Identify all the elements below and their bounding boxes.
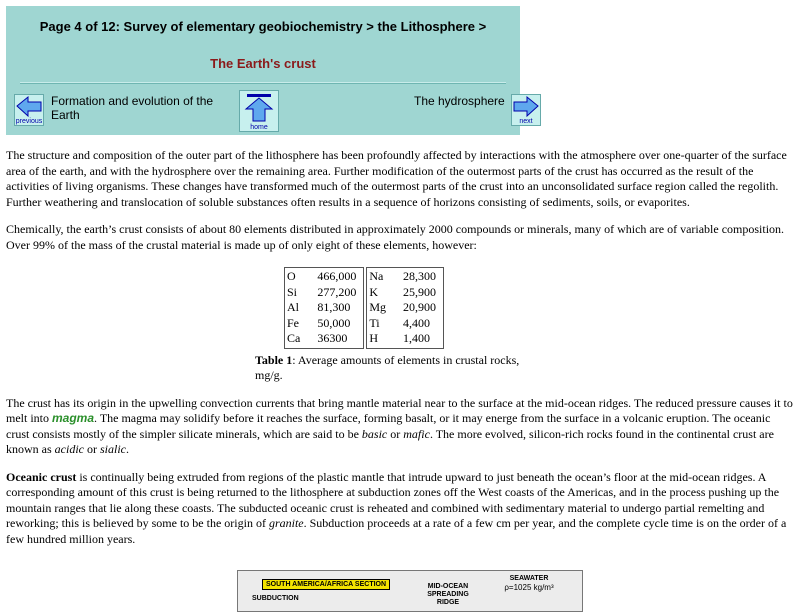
arrow-left-icon bbox=[15, 95, 43, 119]
table-row bbox=[286, 331, 362, 347]
table-group-right bbox=[366, 267, 444, 349]
oceanic-crust-term: Oceanic crust bbox=[6, 469, 77, 484]
previous-page-link[interactable]: Formation and evolution of the Earth bbox=[51, 94, 214, 122]
text-run: is continually being extruded from regions of the plastic mantle that intrude upward to just beneath the ocean’s floor at the mid-ocean ridges. A corresponding amount of this crust is being returned to the lithosphere at subduction zones off the West coasts of the Americas, and in the process pushing up the mountain ranges that lie along these coasts. The subducted oceanic crust is reheated and combined with sedimentary material to undergo partial remelting and reworking; this is believed by some to be the origin of bbox=[6, 469, 780, 530]
text-run: or bbox=[84, 442, 100, 456]
page-title: Page 4 of 12: Survey of elementary geobiochemistry > the Lithosphere > bbox=[39, 19, 487, 34]
diagram-subduction-label: SUBDUCTION bbox=[252, 595, 299, 602]
table-row bbox=[368, 285, 442, 301]
paragraph-chemistry: Chemically, the earth’s crust consists of about 80 elements distributed in approximately 2000 compounds or minerals, many of which are of variable composition. Over 99% of the mass of the crustal material is made up of only eight of these elements, however: bbox=[6, 222, 785, 252]
text-run: . Subduction proceeds at a rate of a few cm per year, and the complete cycle time is on the order of a few hundred million years. bbox=[6, 516, 787, 546]
next-label: next bbox=[519, 118, 533, 125]
element-symbol: O bbox=[287, 269, 296, 283]
element-abundance: 20,900 bbox=[403, 300, 437, 314]
home-arrow-icon bbox=[240, 91, 278, 123]
element-abundance: 4,400 bbox=[403, 315, 431, 330]
element-abundance: 466,000 bbox=[317, 269, 357, 283]
home-label: home bbox=[250, 124, 268, 131]
element-symbol: K bbox=[369, 284, 379, 299]
table-caption bbox=[255, 353, 535, 384]
granite-term: granite bbox=[268, 516, 304, 530]
element-abundance: 50,000 bbox=[317, 315, 351, 330]
crust-cross-section-diagram bbox=[237, 570, 583, 612]
article-body bbox=[6, 148, 794, 559]
caption-label: Table 1 bbox=[255, 352, 293, 367]
header-divider bbox=[20, 82, 506, 84]
table-row bbox=[286, 269, 362, 285]
element-symbol: H bbox=[369, 331, 379, 345]
sialic-term: sialic bbox=[100, 442, 126, 456]
element-symbol: Ti bbox=[369, 315, 380, 330]
table-row bbox=[368, 316, 442, 332]
element-abundance: 1,400 bbox=[403, 331, 431, 345]
table-group-left bbox=[284, 267, 364, 349]
table-row bbox=[368, 331, 442, 347]
element-symbol: Mg bbox=[369, 300, 387, 314]
element-abundance: 81,300 bbox=[317, 300, 351, 314]
element-symbol: Na bbox=[369, 269, 384, 283]
element-symbol: Si bbox=[287, 284, 298, 299]
text-run: The crust has its origin in the upwelling convection currents that bring mantle material near to the surface at the mid-ocean ridges. The reduced pressure causes it to melt into bbox=[6, 395, 793, 425]
element-abundance: 25,900 bbox=[403, 284, 437, 299]
previous-label: previous bbox=[15, 118, 43, 125]
basic-term: basic bbox=[361, 426, 388, 441]
next-button[interactable] bbox=[511, 94, 541, 126]
paragraph-crust-origin bbox=[6, 396, 794, 458]
text-run: . The more evolved, silicon-rich rocks found in the continental crust are known as bbox=[6, 426, 774, 456]
table-row bbox=[368, 300, 442, 316]
diagram-section-label: SOUTH AMERICA/AFRICA SECTION bbox=[262, 579, 390, 590]
table-row bbox=[368, 269, 442, 285]
diagram-seawater-label: SEAWATER bbox=[509, 575, 549, 582]
element-abundance: 28,300 bbox=[403, 269, 437, 283]
paragraph-oceanic-crust bbox=[6, 470, 794, 548]
element-symbol: Fe bbox=[287, 315, 299, 330]
diagram-ridge-label: MID-OCEAN SPREADING RIDGE bbox=[427, 583, 469, 606]
table-row bbox=[286, 300, 362, 316]
element-abundance-table bbox=[282, 265, 446, 351]
arrow-right-icon bbox=[512, 95, 540, 119]
table-row bbox=[286, 316, 362, 332]
text-run: . bbox=[126, 442, 129, 456]
magma-term: magma bbox=[52, 411, 95, 425]
acidic-term: acidic bbox=[54, 442, 84, 456]
caption-text: : Average amounts of elements in crustal rocks, mg/g. bbox=[255, 352, 520, 382]
section-title: The Earth's crust bbox=[210, 56, 316, 71]
text-run: . The magma may solidify before it reaches the surface, forming basalt, or it may energe from the surface in a volcanic eruption. The oceanic crust consists mostly of the simpler silicate minerals, which are said to be bbox=[6, 411, 771, 441]
text-run: or bbox=[387, 426, 404, 441]
home-button[interactable] bbox=[239, 90, 279, 132]
element-symbol: Al bbox=[287, 300, 299, 314]
element-abundance: 36300 bbox=[317, 331, 348, 345]
table-row bbox=[286, 285, 362, 301]
next-page-link[interactable]: The hydrosphere bbox=[414, 94, 505, 108]
element-abundance: 277,200 bbox=[317, 284, 357, 299]
element-symbol: Ca bbox=[287, 331, 301, 345]
diagram-density-label: ρ=1025 kg/m³ bbox=[504, 583, 554, 592]
previous-button[interactable] bbox=[14, 94, 44, 126]
paragraph-structure: The structure and composition of the outer part of the lithosphere has been profoundly affected by interactions with the atmosphere over one-quarter of the surface area of the earth, and with the hydrosphere over the remaining area. Further modification of the outermost parts of the crust has occurred as the result of the activities of living organisms. These changes have transformed much of the outermost parts of the crust into an unconsolidated surface region called the regolith. Further weathering and translocation of soluble substances often results in a sequence of horizons consisting of sediments, soils, or evaporites. bbox=[6, 148, 787, 209]
mafic-term: mafic bbox=[403, 426, 430, 441]
